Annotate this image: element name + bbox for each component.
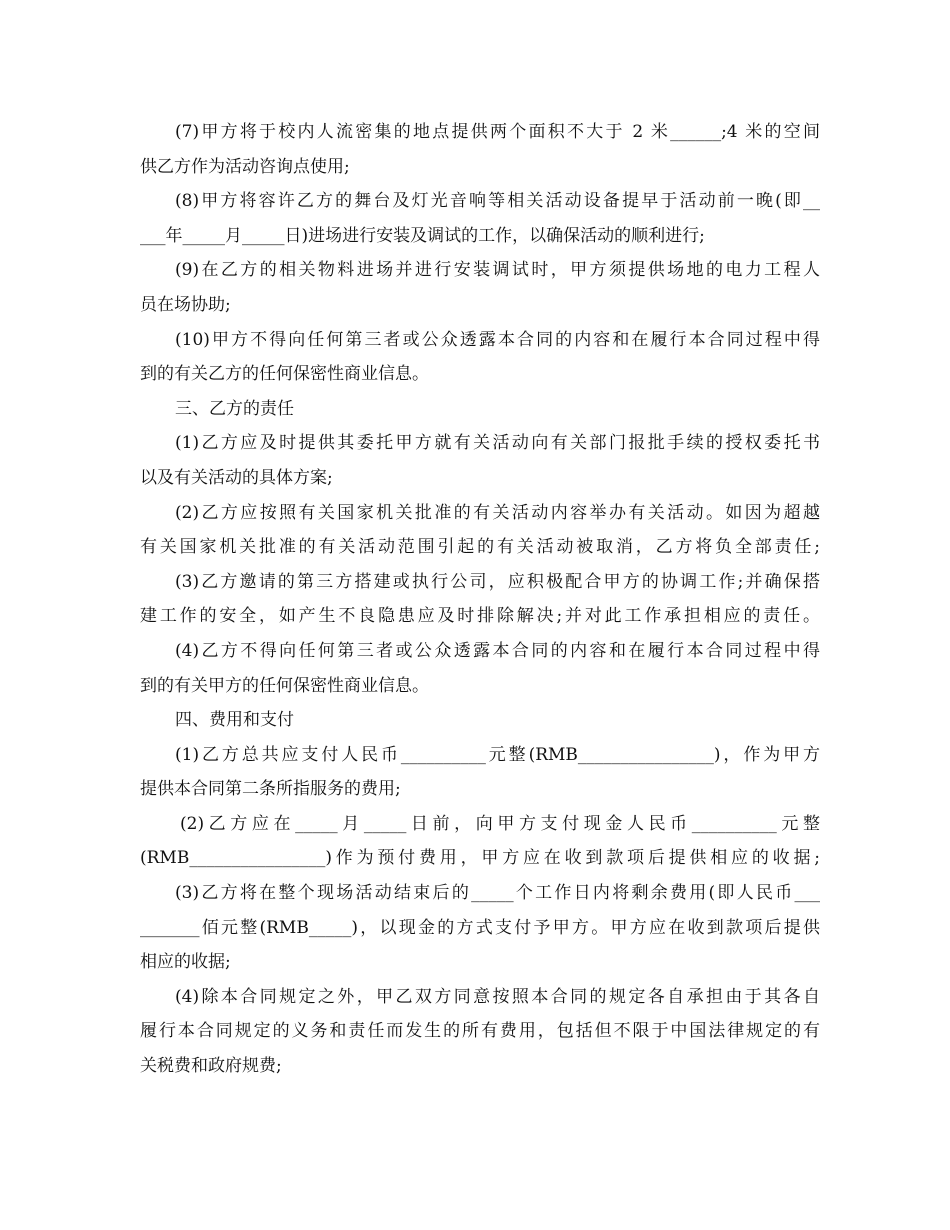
section-heading-party-b-responsibilities: 三、乙方的责任 (175, 398, 294, 419)
party-b-clause-4-line-2: 到的有关甲方的任何保密性商业信息。 (140, 675, 429, 696)
clause-10-line-2: 到的有关乙方的任何保密性商业信息。 (140, 364, 429, 385)
payment-clause-3-line-1: (3)乙方将在整个现场活动结束后的_____个工作日内将剩余费用(即人民币___ (175, 883, 820, 904)
party-b-clause-4-line-1: (4)乙方不得向任何第三者或公众透露本合同的内容和在履行本合同过程中得 (175, 640, 820, 661)
party-b-clause-1-line-1: (1)乙方应及时提供其委托甲方就有关活动向有关部门报批手续的授权委托书 (175, 433, 820, 454)
party-b-clause-1-line-2: 以及有关活动的具体方案; (140, 467, 333, 488)
payment-clause-4-line-2: 履行本合同规定的义务和责任而发生的所有费用，包括但不限于中国法律规定的有 (140, 1021, 820, 1042)
payment-clause-4-line-3: 关税费和政府规费; (140, 1056, 282, 1077)
payment-clause-2-line-2: (RMB________________)作为预付费用，甲方应在收到款项后提供相应的收据; (140, 848, 820, 869)
payment-clause-1-line-1: (1)乙方总共应支付人民币__________元整(RMB________________)，作为甲方 (175, 744, 820, 765)
clause-7-line-1: (7)甲方将于校内人流密集的地点提供两个面积不大于 2 米______;4 米的空间 (175, 122, 820, 142)
contract-body (140, 115, 820, 1084)
payment-clause-3-line-2: _______佰元整(RMB_____)，以现金的方式支付予甲方。甲方应在收到款项后提供 (140, 917, 820, 938)
payment-clause-3-line-3: 相应的收据; (140, 952, 231, 973)
clause-9-line-1: (9)在乙方的相关物料进场并进行安装调试时，甲方须提供场地的电力工程人 (175, 260, 820, 281)
party-b-clause-3-line-2: 建工作的安全，如产生不良隐患应及时排除解决;并对此工作承担相应的责任。 (140, 606, 820, 627)
party-b-clause-2-line-2: 有关国家机关批准的有关活动范围引起的有关活动被取消，乙方将负全部责任; (140, 537, 820, 558)
section-heading-fees-and-payment: 四、费用和支付 (175, 710, 294, 731)
payment-clause-2-line-1: (2)乙方应在_____月_____日前，向甲方支付现金人民币__________元整 (180, 813, 820, 834)
clause-9-line-2: 员在场协助; (140, 294, 231, 315)
party-b-clause-3-line-1: (3)乙方邀请的第三方搭建或执行公司，应积极配合甲方的协调工作;并确保搭 (175, 571, 820, 592)
clause-8-line-2: ___年_____月_____日)进场进行安装及调试的工作，以确保活动的顺利进行; (140, 225, 705, 246)
payment-clause-1-line-2: 提供本合同第二条所指服务的费用; (140, 779, 401, 800)
clause-8-line-1: (8)甲方将容许乙方的舞台及灯光音响等相关活动设备提早于活动前一晚(即__ (175, 191, 820, 212)
payment-clause-4-line-1: (4)除本合同规定之外，甲乙双方同意按照本合同的规定各自承担由于其各自 (175, 986, 820, 1007)
party-b-clause-2-line-1: (2)乙方应按照有关国家机关批准的有关活动内容举办有关活动。如因为超越 (175, 502, 820, 523)
clause-7-line-2: 供乙方作为活动咨询点使用; (140, 156, 350, 177)
clause-10-line-1: (10)甲方不得向任何第三者或公众透露本合同的内容和在履行本合同过程中得 (175, 329, 820, 350)
